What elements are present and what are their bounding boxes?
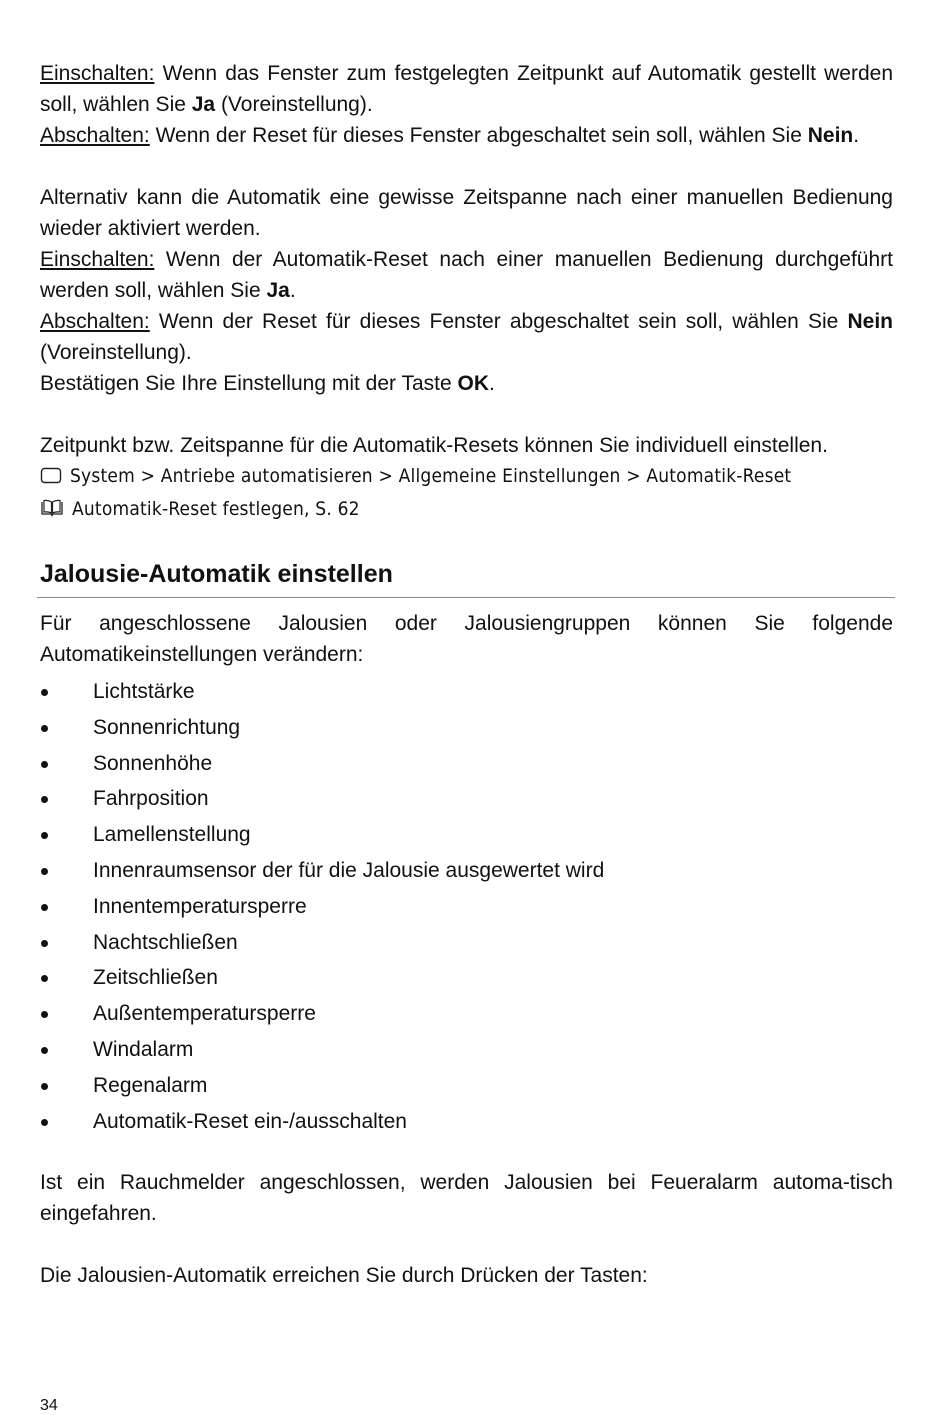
list-item	[40, 889, 893, 925]
list-item	[40, 781, 893, 817]
paragraph-smoke-detector: Ist ein Rauchmelder angeschlossen, werden Jalousien bei Feueralarm automa-tisch eingefahren.	[40, 1171, 893, 1226]
list-item-text: Zeitschließen	[93, 966, 218, 990]
spacer	[40, 527, 893, 557]
text-fragment: Wenn das Fenster zum festgelegten Zeitpunkt auf Automatik gestellt werden soll, wählen Sie	[40, 62, 893, 116]
list-item	[40, 817, 893, 853]
bullet-dot	[41, 832, 48, 839]
paragraph-alternative	[40, 182, 893, 399]
text-fragment: .	[853, 124, 860, 147]
paragraph-keys: Die Jalousien-Automatik erreichen Sie durch Drücken der Tasten:	[40, 1264, 648, 1288]
bold-ok: OK	[457, 372, 490, 395]
list-item	[40, 960, 893, 996]
label-einschalten: Einschalten:	[40, 248, 155, 271]
bullet-dot	[41, 1047, 48, 1054]
list-item	[40, 996, 893, 1032]
bullet-dot	[41, 725, 48, 732]
spacer	[40, 399, 893, 430]
label-abschalten: Abschalten:	[40, 310, 150, 333]
list-item	[40, 674, 893, 710]
bullet-dot	[41, 1011, 48, 1018]
list-item	[40, 710, 893, 746]
text-fragment: Wenn der Automatik-Reset nach einer manuellen Bedienung durchgeführt werden soll, wählen Sie	[40, 248, 893, 302]
bullet-dot	[41, 761, 48, 768]
bullet-dot	[41, 975, 48, 982]
spacer	[40, 1139, 893, 1167]
bullet-dot	[41, 940, 48, 947]
list-item-text: Sonnenhöhe	[93, 751, 213, 775]
list-item-text: Lamellenstellung	[93, 823, 251, 847]
list-item-text: Fahrposition	[93, 787, 209, 811]
list-item-text: Außentemperatursperre	[93, 1002, 316, 1026]
text-fragment: .	[289, 279, 296, 302]
text-fragment: (Voreinstellung).	[40, 341, 192, 364]
section-heading: Jalousie-Automatik einstellen	[40, 560, 393, 588]
paragraph-reset-time	[40, 58, 893, 151]
list-item-text: Regenalarm	[93, 1073, 208, 1097]
list-item-text: Lichtstärke	[93, 680, 195, 703]
list-item-text: Innenraumsensor der für die Jalousie ausgewertet wird	[93, 858, 605, 882]
page-content	[40, 58, 893, 1291]
screen-icon	[40, 463, 62, 494]
label-einschalten: Einschalten:	[40, 62, 155, 85]
list-item	[40, 1068, 893, 1104]
list-item	[40, 746, 893, 782]
bold-ja: Ja	[266, 279, 290, 302]
text-fragment: (Voreinstellung).	[215, 93, 373, 116]
section-intro: Für angeschlossene Jalousien oder Jalousiengruppen können Sie folgende Automatikeinstellungen verändern:	[40, 612, 893, 666]
bullet-dot	[41, 796, 48, 803]
text-fragment: Alternativ kann die Automatik eine gewisse Zeitspanne nach einer manuellen Bedienung wieder aktiviert werden.	[40, 186, 893, 240]
spacer	[40, 1229, 893, 1260]
text-fragment: Zeitpunkt bzw. Zeitspanne für die Automatik-Resets können Sie individuell einstellen.	[40, 434, 828, 457]
list-item-text: Nachtschließen	[93, 930, 238, 954]
list-item	[40, 1032, 893, 1068]
settings-list	[40, 674, 893, 1139]
text-fragment: .	[489, 372, 495, 395]
text-fragment: Wenn der Reset für dieses Fenster abgeschaltet sein soll, wählen Sie	[149, 124, 808, 147]
reference	[40, 494, 893, 527]
list-item-text: Automatik-Reset ein-/ausschalten	[93, 1109, 407, 1133]
spacer	[40, 151, 893, 182]
list-item-text: Innentemperatursperre	[93, 894, 307, 918]
bullet-dot	[41, 904, 48, 911]
bold-ja: Ja	[191, 93, 216, 116]
bullet-dot	[41, 868, 48, 875]
bold-nein: Nein	[847, 310, 893, 333]
text-fragment: Wenn der Reset für dieses Fenster abgeschaltet sein soll, wählen Sie	[149, 310, 848, 333]
list-item	[40, 1104, 893, 1140]
page-number: 34	[40, 1397, 58, 1414]
heading-divider	[37, 597, 895, 598]
bullet-dot	[41, 689, 48, 696]
paragraph-individual	[40, 430, 893, 461]
menu-path-text: System > Antriebe automatisieren > Allgemeine Einstellungen > Automatik-Reset	[70, 465, 792, 487]
list-item-text: Sonnenrichtung	[93, 715, 241, 739]
reference-text: Automatik-Reset festlegen, S. 62	[72, 498, 360, 520]
list-item-text: Windalarm	[93, 1037, 194, 1061]
book-icon	[40, 496, 64, 527]
bullet-dot	[41, 1119, 48, 1126]
list-item	[40, 853, 893, 889]
menu-path	[40, 461, 893, 494]
bullet-dot	[41, 1083, 48, 1090]
label-abschalten: Abschalten:	[40, 124, 150, 147]
bold-nein: Nein	[807, 124, 854, 147]
list-item	[40, 925, 893, 961]
text-fragment: Bestätigen Sie Ihre Einstellung mit der Taste	[40, 372, 458, 395]
